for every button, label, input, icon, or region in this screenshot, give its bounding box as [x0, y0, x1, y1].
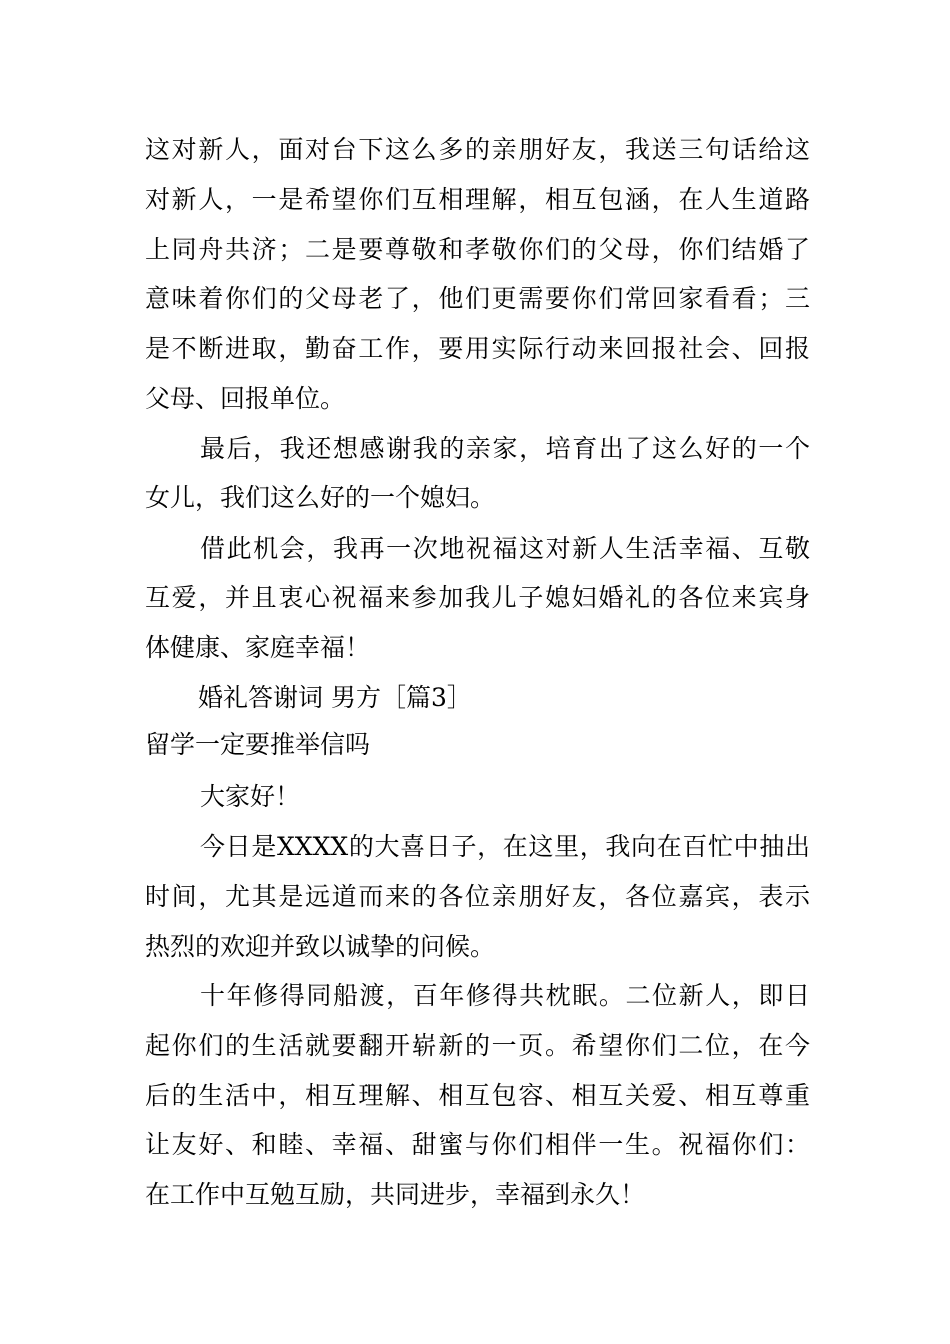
paragraph-3-line-3: 体健康、家庭幸福！: [145, 633, 371, 662]
section-heading: 婚礼答谢词 男方［篇3］: [198, 683, 472, 712]
paragraph-1-line-2: 对新人，一是希望你们互相理解，相互包涵，在人生道路: [145, 185, 810, 214]
paragraph-4-line-3: 热烈的欢迎并致以诚挚的问候。: [145, 932, 496, 961]
paragraph-2-line-1: 最后，我还想感谢我的亲家，培育出了这么好的一个: [200, 434, 810, 463]
paragraph-2-line-2: 女儿，我们这么好的一个媳妇。: [145, 483, 496, 512]
paragraph-3-line-2: 互爱，并且衷心祝福来参加我儿子媳妇婚礼的各位来宾身: [145, 583, 810, 612]
paragraph-5-line-5: 在工作中互勉互励，共同进步，幸福到永久！: [145, 1180, 646, 1209]
paragraph-1-line-1: 这对新人，面对台下这么多的亲朋好友，我送三句话给这: [145, 135, 810, 164]
paragraph-1-line-4: 意味着你们的父母老了，他们更需要你们常回家看看；三: [145, 284, 810, 313]
paragraph-3-line-1: 借此机会，我再一次地祝福这对新人生活幸福、互敬: [200, 534, 810, 563]
paragraph-4-line-1: 今日是XXXX的大喜日子，在这里，我向在百忙中抽出: [200, 832, 810, 861]
paragraph-5-line-4: 让友好、和睦、幸福、甜蜜与你们相伴一生。祝福你们：: [145, 1130, 810, 1159]
paragraph-5-line-3: 后的生活中，相互理解、相互包容、相互关爱、相互尊重: [145, 1081, 810, 1110]
paragraph-5-line-2: 起你们的生活就要翻开崭新的一页。希望你们二位，在今: [145, 1031, 810, 1060]
paragraph-1-line-3: 上同舟共济；二是要尊敬和孝敬你们的父母，你们结婚了: [145, 235, 810, 264]
paragraph-1-line-6: 父母、回报单位。: [145, 384, 346, 413]
paragraph-1-line-5: 是不断进取，勤奋工作，要用实际行动来回报社会、回报: [145, 334, 810, 363]
ad-line: 留学一定要推举信吗: [145, 730, 371, 759]
paragraph-4-line-2: 时间，尤其是远道而来的各位亲朋好友，各位嘉宾，表示: [145, 882, 810, 911]
paragraph-5-line-1: 十年修得同船渡，百年修得共枕眠。二位新人，即日: [200, 981, 810, 1010]
greeting: 大家好！: [200, 782, 301, 811]
